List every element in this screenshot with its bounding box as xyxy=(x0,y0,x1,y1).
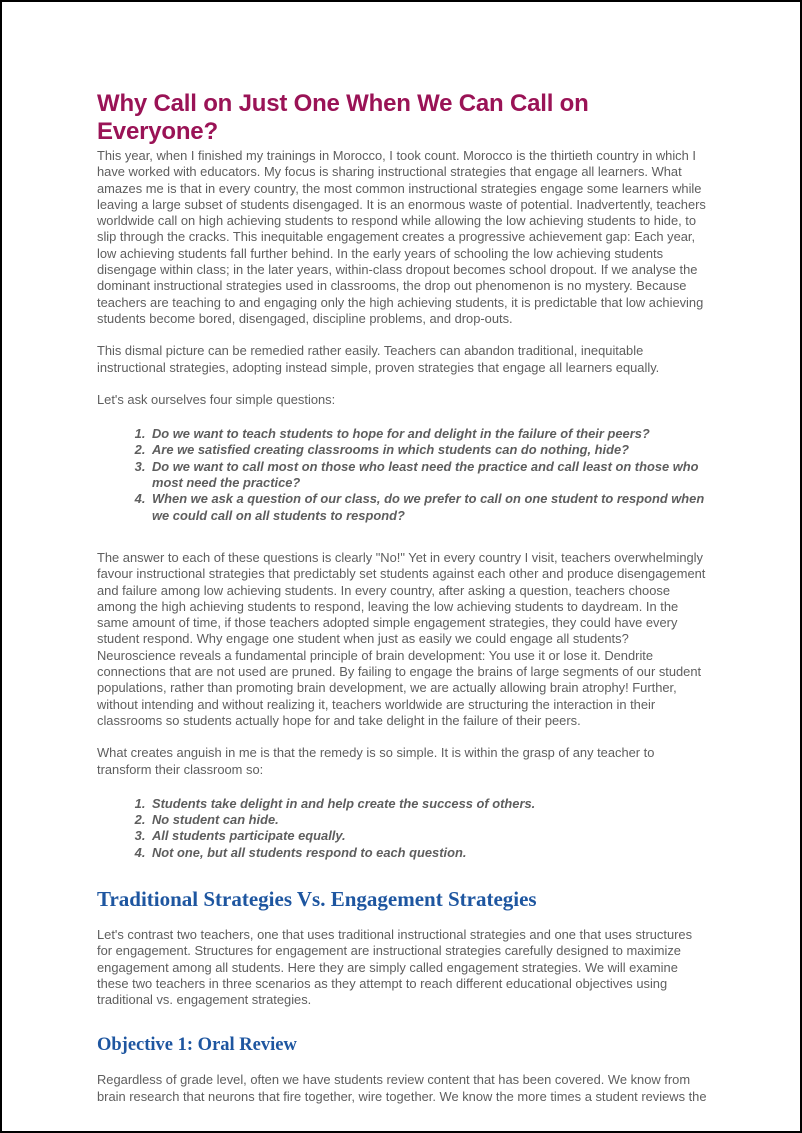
question-list xyxy=(97,426,710,524)
paragraph-questions-lead: Let's ask ourselves four simple questions: xyxy=(97,391,336,407)
remedy-item-3: 3. All students participate equally. xyxy=(149,828,710,844)
question-item-1: 1. Do we want to teach students to hope for and delight in the failure of their peers? xyxy=(149,426,710,442)
remedy-item-1: 1. Students take delight in and help create the success of others. xyxy=(149,796,710,812)
section-heading-traditional-vs-engagement: Traditional Strategies Vs. Engagement Strategies xyxy=(97,886,537,911)
remedy-list xyxy=(97,796,710,861)
question-item-3: 3. Do we want to call most on those who least need the practice and call least on those who most need the practice? xyxy=(149,459,710,492)
paragraph-remedy: This dismal picture can be remedied rather easily. Teachers can abandon traditional, inequitable instructional strategies, adopting instead simple, proven strategies that engage all learners equally. xyxy=(97,343,660,375)
remedy-item-4: 4. Not one, but all students respond to each question. xyxy=(149,845,710,861)
paragraph-contrast: Let's contrast two teachers, one that uses traditional instructional strategies and one that uses structures for engagement. Structures for engagement are instructional strategies carefully designed to maximize engagement among all students. Here they are simply called engagement strategies. We will examine these two teachers in three scenarios as they attempt to reach different educational objectives using traditional vs. engagement strategies. xyxy=(97,926,693,1008)
remedy-item-2: 2. No student can hide. xyxy=(149,812,710,828)
paragraph-anguish: What creates anguish in me is that the remedy is so simple. It is within the grasp of any teacher to transform their classroom so: xyxy=(97,745,655,777)
document-content xyxy=(2,2,800,1105)
question-item-2: 2. Are we satisfied creating classrooms in which students can do nothing, hide? xyxy=(149,442,710,458)
paragraph-oral-review: Regardless of grade level, often we have students review content that has been covered. We know from brain research that neurons that fire together, wire together. We know the more times a student reviews the xyxy=(97,1072,707,1104)
paragraph-intro: This year, when I finished my trainings in Morocco, I took count. Morocco is the thirtieth country in which I have worked with educators. My focus is sharing instructional strategies that engage all learners. What amazes me is that in every country, the most common instructional strategies engage some learners while leaving a large subset of students disengaged. It is an enormous waste of potential. Inadvertently, teachers worldwide call on high achieving students to respond while allowing the low achieving students to hide, to slip through the cracks. This inequitable engagement creates a progressive achievement gap: Each year, low achieving students fall further behind. In the early years of schooling the low achieving students disengage within class; in the later years, within-class dropout becomes school dropout. If we analyse the dominant instructional strategies used in classrooms, the drop out phenomenon is no mystery. Because teachers are teaching to and engaging only the high achieving students, it is predictable that low achieving students become bored, disengaged, discipline problems, and drop-outs. xyxy=(97,148,706,326)
paragraph-answer: The answer to each of these questions is clearly "No!" Yet in every country I visit, teachers overwhelmingly favour instructional strategies that predictably set students against each other and produce disengagement and failure among low achieving students. In every country, after asking a question, teachers choose among the high achieving students to respond, leaving the low achieving students to daydream. In the same amount of time, if those teachers adopted simple engagement strategies, they could have every student respond. Why engage one student when just as easily we could engage all students? Neuroscience reveals a fundamental principle of brain development: You use it or lose it. Dendrite connections that are not used are pruned. By failing to engage the brains of large segments of our student populations, rather than promoting brain development, we are actually allowing brain atrophy! Further, without intending and without realizing it, teachers worldwide are structuring the interaction in their classrooms so students actually hope for and take delight in the failure of their peers. xyxy=(97,549,706,728)
objective-1-heading: Objective 1: Oral Review xyxy=(97,1035,297,1056)
question-item-4: 4. When we ask a question of our class, do we prefer to call on one student to respond when we could call on all students to respond? xyxy=(149,491,710,524)
document-title: Why Call on Just One When We Can Call on Everyone? xyxy=(97,90,589,145)
